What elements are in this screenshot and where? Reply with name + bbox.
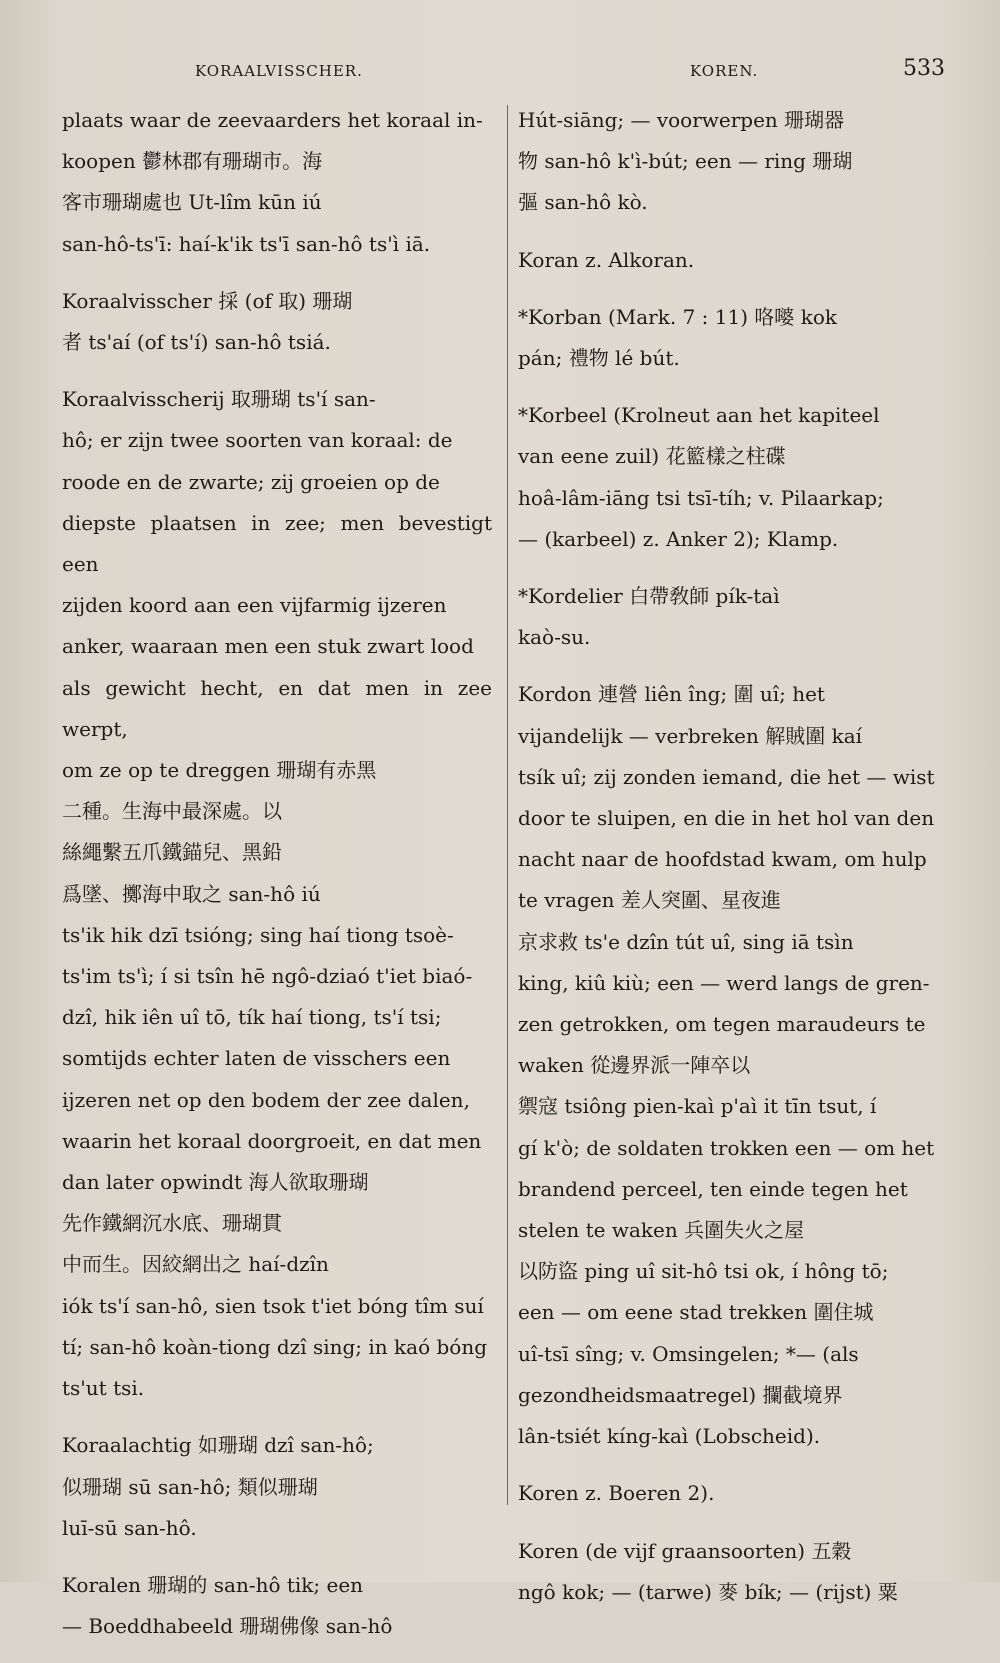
page-number: 533 (903, 56, 945, 81)
entry-koraalvisscherij: Koraalvisscherij 取珊瑚 ts'í san- hô; er zijn twee soorten van koraal: de roode en de zwarte; zij groeien op de diepste plaatsen in zee; men bevestigt een zijden koord aan een vijfarmig ijzeren anker, waaraan men een stuk zwart lood als gewicht hecht, en dat men in zee werpt, om ze op te dreggen 珊瑚有赤黑 二種。生海中最深處。以 絲繩繫五爪鐵錨兒、黑鉛 爲墜、擲海中取之 san-hô iú ts'ik hik dzī tsióng; sing haí tiong tsoè- ts'im ts'ì; í si tsîn hē ngô-dziaó t'iet biaó- dzî, hik iên uî tō, tík haí tiong, ts'í tsi; somtijds echter laten de visschers een ijzeren net op den bodem der zee dalen, waarin het koraal doorgroeit, en dat men dan later opwindt 海人欲取珊瑚 先作鐵網沉水底、珊瑚貫 中而生。因絞網出之 haí-dzîn iók ts'í san-hô, sien tsok t'iet bóng tîm suí tí; san-hô koàn-tiong dzî sing; in kaó bóng ts'ut tsi. (62, 387, 492, 1401)
left-column (62, 100, 492, 1663)
entry-koralen: Koralen 珊瑚的 san-hô tik; een — Boeddhabeeld 珊瑚佛像 san-hô (62, 1572, 393, 1639)
entry-koran: Koran z. Alkoran. (518, 247, 695, 272)
running-header (0, 52, 1000, 82)
entry-korbeel: *Korbeel (Krolneut aan het kapiteel van eene zuil) 花籃樣之柱碟 hoâ-lâm-iāng tsi tsī-tíh; v. Pilaarkap; — (karbeel) z. Anker 2); Klamp. (518, 403, 884, 551)
entry-korban: *Korban (Mark. 7 : 11) 咯嘙 kok pán; 禮物 lé bút. (518, 304, 837, 371)
entry-koren-graan: Koren (de vijf graansoorten) 五穀 ngô kok; — (tarwe) 麥 bík; — (rijst) 粟 (518, 1538, 898, 1604)
header-right-keyword: KOREN. (690, 62, 759, 80)
entry-kordelier: *Kordelier 白帶敎師 pík-taì kaò-su. (518, 584, 780, 650)
entry-kordon: Kordon 連營 liên îng; 圍 uî; het vijandelijk — verbreken 解賊圍 kaí tsík uî; zij zonden iemand, die het — wist door te sluipen, en die in het hol van den nacht naar de hoofdstad kwam, om hulp te vragen 差人突圍、星夜進 京求救 ts'e dzîn tút uî, sing iā tsìn king, kiû kiù; een — werd langs de gren- zen getrokken, om tegen maraudeurs te waken 從邊界派一陣卒以 禦寇 tsiông pien-kaì p'aì it tīn tsut, í gí k'ò; de soldaten trokken een — om het brandend perceel, ten einde tegen het stelen te waken 兵圍失火之屋 以防盜 ping uî sit-hô tsi ok, í hông tō; een — om eene stad trekken 圍住城 uî-tsī sîng; v. Omsingelen; *— (als gezondheidsmaatregel) 攔截境界 lân-tsiét kíng-kaì (Lobscheid). (518, 682, 935, 1449)
right-column (518, 100, 943, 1629)
entry-koraalachtig: Koraalachtig 如珊瑚 dzî san-hô; 似珊瑚 sū san-hô; 類似珊瑚 luī-sū san-hô. (62, 1433, 374, 1540)
entry-koralen-continued: Hút-siāng; — voorwerpen 珊瑚器 物 san-hô k'ì-bút; een — ring 珊瑚 彄 san-hô kò. (518, 108, 853, 215)
entry-koren-boeren: Koren z. Boeren 2). (518, 1481, 715, 1506)
column-divider (507, 105, 508, 1505)
header-left-keyword: KORAALVISSCHER. (195, 62, 363, 80)
entry-koraalvisscher: Koraalvisscher 採 (of 取) 珊瑚 者 ts'aí (of ts'í) san-hô tsiá. (62, 288, 353, 355)
entry-koraal-continued: plaats waar de zeevaarders het koraal in- koopen 鬱林郡有珊瑚市。海 客市珊瑚處也 Ut-lîm kūn iú san-hô-ts'ī: haí-k'ik ts'ī san-hô ts'ì iā. (62, 108, 483, 256)
